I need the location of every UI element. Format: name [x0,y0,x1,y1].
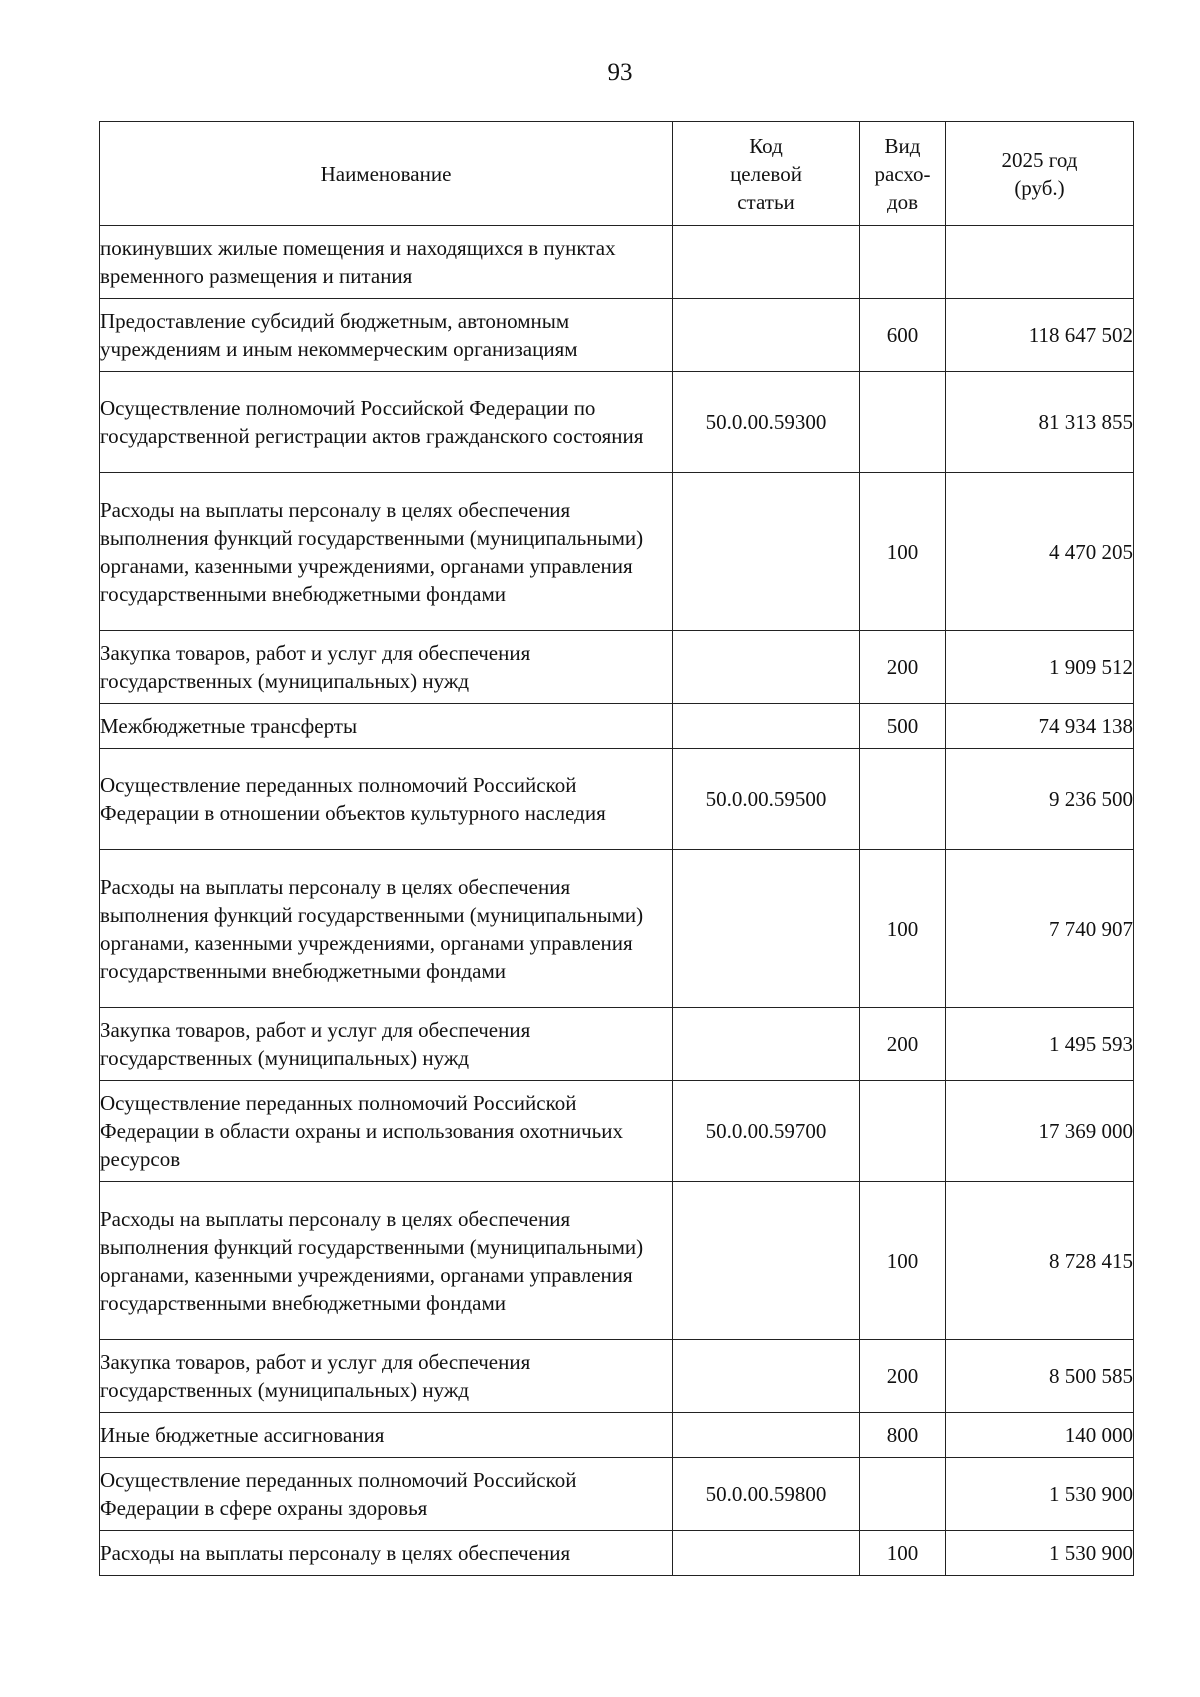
table-row [100,631,1134,704]
row-amount: 1 530 900 [946,1531,1134,1576]
row-name: Расходы на выплаты персоналу в целях обеспечения выполнения функций государственными (муниципальными) органами, казенными учреждениями, органами управления государственными внебюджетными фондами [100,1182,673,1340]
row-code [673,850,860,1008]
row-kind: 100 [860,1531,946,1576]
row-kind [860,226,946,299]
row-kind [860,1458,946,1531]
row-amount: 17 369 000 [946,1081,1134,1182]
row-name: Расходы на выплаты персоналу в целях обеспечения выполнения функций государственными (муниципальными) органами, казенными учреждениями, органами управления государственными внебюджетными фондами [100,850,673,1008]
row-code [673,299,860,372]
table-row [100,473,1134,631]
row-kind: 600 [860,299,946,372]
row-code [673,1340,860,1413]
header-kind: Вид расхо-дов [860,122,946,226]
row-kind [860,1081,946,1182]
budget-table [99,121,1134,1576]
row-amount: 1 530 900 [946,1458,1134,1531]
row-code [673,631,860,704]
row-amount: 74 934 138 [946,704,1134,749]
row-name: Закупка товаров, работ и услуг для обеспечения государственных (муниципальных) нужд [100,631,673,704]
row-name: Расходы на выплаты персоналу в целях обеспечения [100,1531,673,1576]
row-amount: 9 236 500 [946,749,1134,850]
row-code: 50.0.00.59800 [673,1458,860,1531]
row-amount: 1 495 593 [946,1008,1134,1081]
row-code [673,704,860,749]
row-code: 50.0.00.59300 [673,372,860,473]
table-row [100,226,1134,299]
row-kind: 200 [860,1340,946,1413]
header-name: Наименование [100,122,673,226]
row-name: Предоставление субсидий бюджетным, автономным учреждениям и иным некоммерческим организациям [100,299,673,372]
row-amount: 81 313 855 [946,372,1134,473]
row-amount [946,226,1134,299]
row-amount: 8 728 415 [946,1182,1134,1340]
row-amount: 7 740 907 [946,850,1134,1008]
row-name: Закупка товаров, работ и услуг для обеспечения государственных (муниципальных) нужд [100,1340,673,1413]
row-code [673,1413,860,1458]
row-name: Осуществление полномочий Российской Федерации по государственной регистрации актов гражданского состояния [100,372,673,473]
row-kind [860,372,946,473]
table-row [100,704,1134,749]
row-code: 50.0.00.59500 [673,749,860,850]
row-name: Осуществление переданных полномочий Российской Федерации в отношении объектов культурного наследия [100,749,673,850]
header-row [100,122,1134,226]
row-amount: 4 470 205 [946,473,1134,631]
table-row [100,1182,1134,1340]
row-kind: 100 [860,850,946,1008]
row-kind: 200 [860,631,946,704]
table-row [100,299,1134,372]
table-row [100,1340,1134,1413]
row-name: Межбюджетные трансферты [100,704,673,749]
row-code: 50.0.00.59700 [673,1081,860,1182]
row-amount: 8 500 585 [946,1340,1134,1413]
table-row [100,1531,1134,1576]
row-kind [860,749,946,850]
row-kind: 500 [860,704,946,749]
row-name: покинувших жилые помещения и находящихся в пунктах временного размещения и питания [100,226,673,299]
row-code [673,1008,860,1081]
row-kind: 200 [860,1008,946,1081]
row-amount: 140 000 [946,1413,1134,1458]
row-kind: 100 [860,1182,946,1340]
row-name: Осуществление переданных полномочий Российской Федерации в сфере охраны здоровья [100,1458,673,1531]
header-code: Код целевой статьи [673,122,860,226]
table-row [100,850,1134,1008]
header-amount: 2025 год (руб.) [946,122,1134,226]
row-name: Закупка товаров, работ и услуг для обеспечения государственных (муниципальных) нужд [100,1008,673,1081]
table-row [100,1413,1134,1458]
table-row [100,1008,1134,1081]
page-number: 93 [607,59,633,86]
row-name: Иные бюджетные ассигнования [100,1413,673,1458]
row-code [673,1531,860,1576]
row-name: Расходы на выплаты персоналу в целях обеспечения выполнения функций государственными (муниципальными) органами, казенными учреждениями, органами управления государственными внебюджетными фондами [100,473,673,631]
row-code [673,473,860,631]
row-kind: 100 [860,473,946,631]
row-kind: 800 [860,1413,946,1458]
row-amount: 1 909 512 [946,631,1134,704]
table-row [100,1458,1134,1531]
table-row [100,372,1134,473]
row-code [673,226,860,299]
table-row [100,1081,1134,1182]
row-amount: 118 647 502 [946,299,1134,372]
row-code [673,1182,860,1340]
table-row [100,749,1134,850]
row-name: Осуществление переданных полномочий Российской Федерации в области охраны и использования охотничьих ресурсов [100,1081,673,1182]
